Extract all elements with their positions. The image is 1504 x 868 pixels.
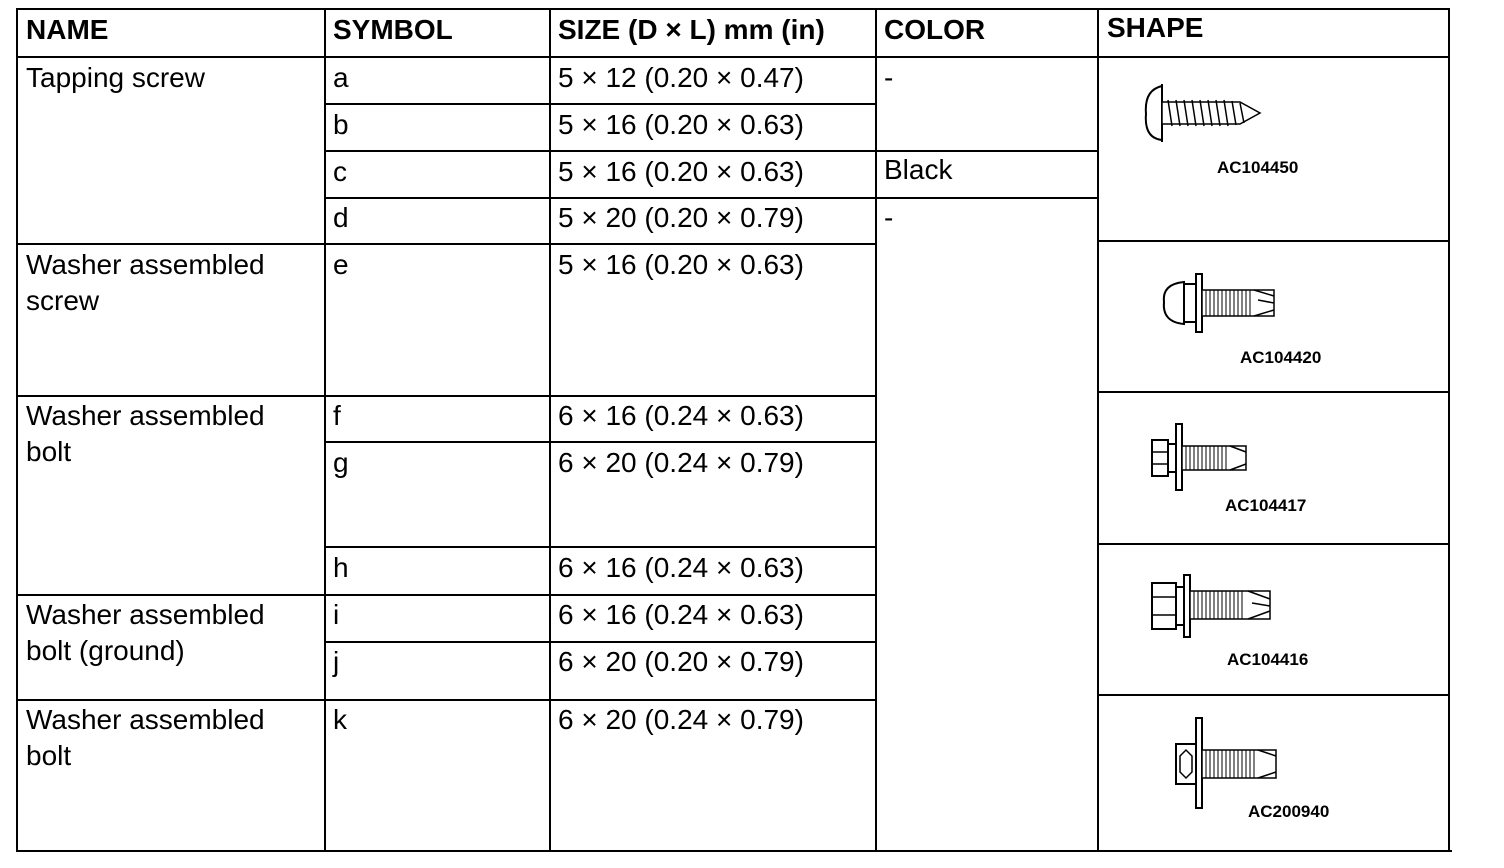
size-cell: 5 × 12 (0.20 × 0.47) — [558, 62, 804, 93]
rule — [325, 441, 877, 443]
symbol-cell: d — [333, 202, 349, 233]
symbol-cell: k — [333, 704, 347, 735]
rule — [16, 8, 18, 852]
rule — [1448, 8, 1450, 852]
rule — [16, 243, 877, 245]
tapping-screw-icon — [1140, 80, 1270, 142]
rule — [549, 8, 551, 852]
name-cell: bolt — [26, 740, 72, 771]
rule — [325, 546, 877, 548]
rule — [325, 103, 877, 105]
symbol-cell: h — [333, 552, 349, 583]
size-cell: 6 × 20 (0.20 × 0.79) — [558, 646, 804, 677]
header-symbol: SYMBOL — [333, 14, 453, 45]
name-cell: Washer assembled — [26, 704, 265, 735]
symbol-cell: e — [333, 249, 349, 280]
size-cell: 6 × 20 (0.24 × 0.79) — [558, 447, 804, 478]
size-cell: 5 × 16 (0.20 × 0.63) — [558, 156, 804, 187]
symbol-cell: b — [333, 109, 349, 140]
size-cell: 5 × 16 (0.20 × 0.63) — [558, 249, 804, 280]
shape-code: AC104417 — [1225, 496, 1307, 515]
name-cell: bolt (ground) — [26, 635, 185, 666]
shape-code: AC200940 — [1248, 802, 1330, 821]
symbol-cell: i — [333, 599, 340, 630]
symbol-cell: g — [333, 447, 349, 478]
color-cell: Black — [884, 154, 953, 185]
size-cell: 6 × 16 (0.24 × 0.63) — [558, 400, 804, 431]
rule — [1098, 240, 1450, 242]
rule — [1098, 391, 1450, 393]
header-name: NAME — [26, 14, 109, 45]
name-cell: Washer assembled — [26, 599, 265, 630]
rule — [18, 699, 877, 701]
color-cell: - — [884, 62, 894, 93]
hex-washer-bolt-icon — [1150, 573, 1276, 639]
rule — [1097, 8, 1099, 852]
rule — [16, 8, 1450, 10]
rule — [325, 641, 877, 643]
color-cell: - — [884, 202, 894, 233]
size-cell: 5 × 20 (0.20 × 0.79) — [558, 202, 804, 233]
rule — [325, 150, 1098, 152]
shape-code: AC104416 — [1227, 650, 1309, 669]
size-cell: 6 × 20 (0.24 × 0.79) — [558, 704, 804, 735]
size-cell: 6 × 16 (0.24 × 0.63) — [558, 552, 804, 583]
size-cell: 6 × 16 (0.24 × 0.63) — [558, 599, 804, 630]
hex-washer-bolt-icon — [1150, 422, 1250, 492]
name-cell: screw — [26, 285, 100, 316]
rule — [1098, 694, 1450, 696]
shape-code: AC104420 — [1240, 348, 1322, 367]
header-shape: SHAPE — [1107, 12, 1204, 43]
rule — [875, 8, 877, 852]
name-cell: bolt — [26, 436, 72, 467]
symbol-cell: c — [333, 156, 347, 187]
header-color: COLOR — [884, 14, 986, 45]
symbol-cell: a — [333, 62, 349, 93]
rule — [18, 850, 1452, 852]
washer-screw-icon — [1158, 270, 1288, 334]
symbol-cell: f — [333, 400, 341, 431]
rule — [16, 56, 1450, 58]
rule — [325, 197, 1098, 199]
symbol-cell: j — [333, 646, 340, 677]
name-cell: Washer assembled — [26, 249, 265, 280]
header-size: SIZE (D × L) mm (in) — [558, 14, 825, 45]
size-cell: 5 × 16 (0.20 × 0.63) — [558, 109, 804, 140]
name-cell: Washer assembled — [26, 400, 265, 431]
rule — [1098, 543, 1450, 545]
rule — [324, 8, 326, 852]
rule — [18, 594, 877, 596]
flange-bolt-icon — [1172, 716, 1282, 810]
rule — [18, 395, 877, 397]
shape-code: AC104450 — [1217, 158, 1299, 177]
name-cell: Tapping screw — [26, 62, 205, 93]
